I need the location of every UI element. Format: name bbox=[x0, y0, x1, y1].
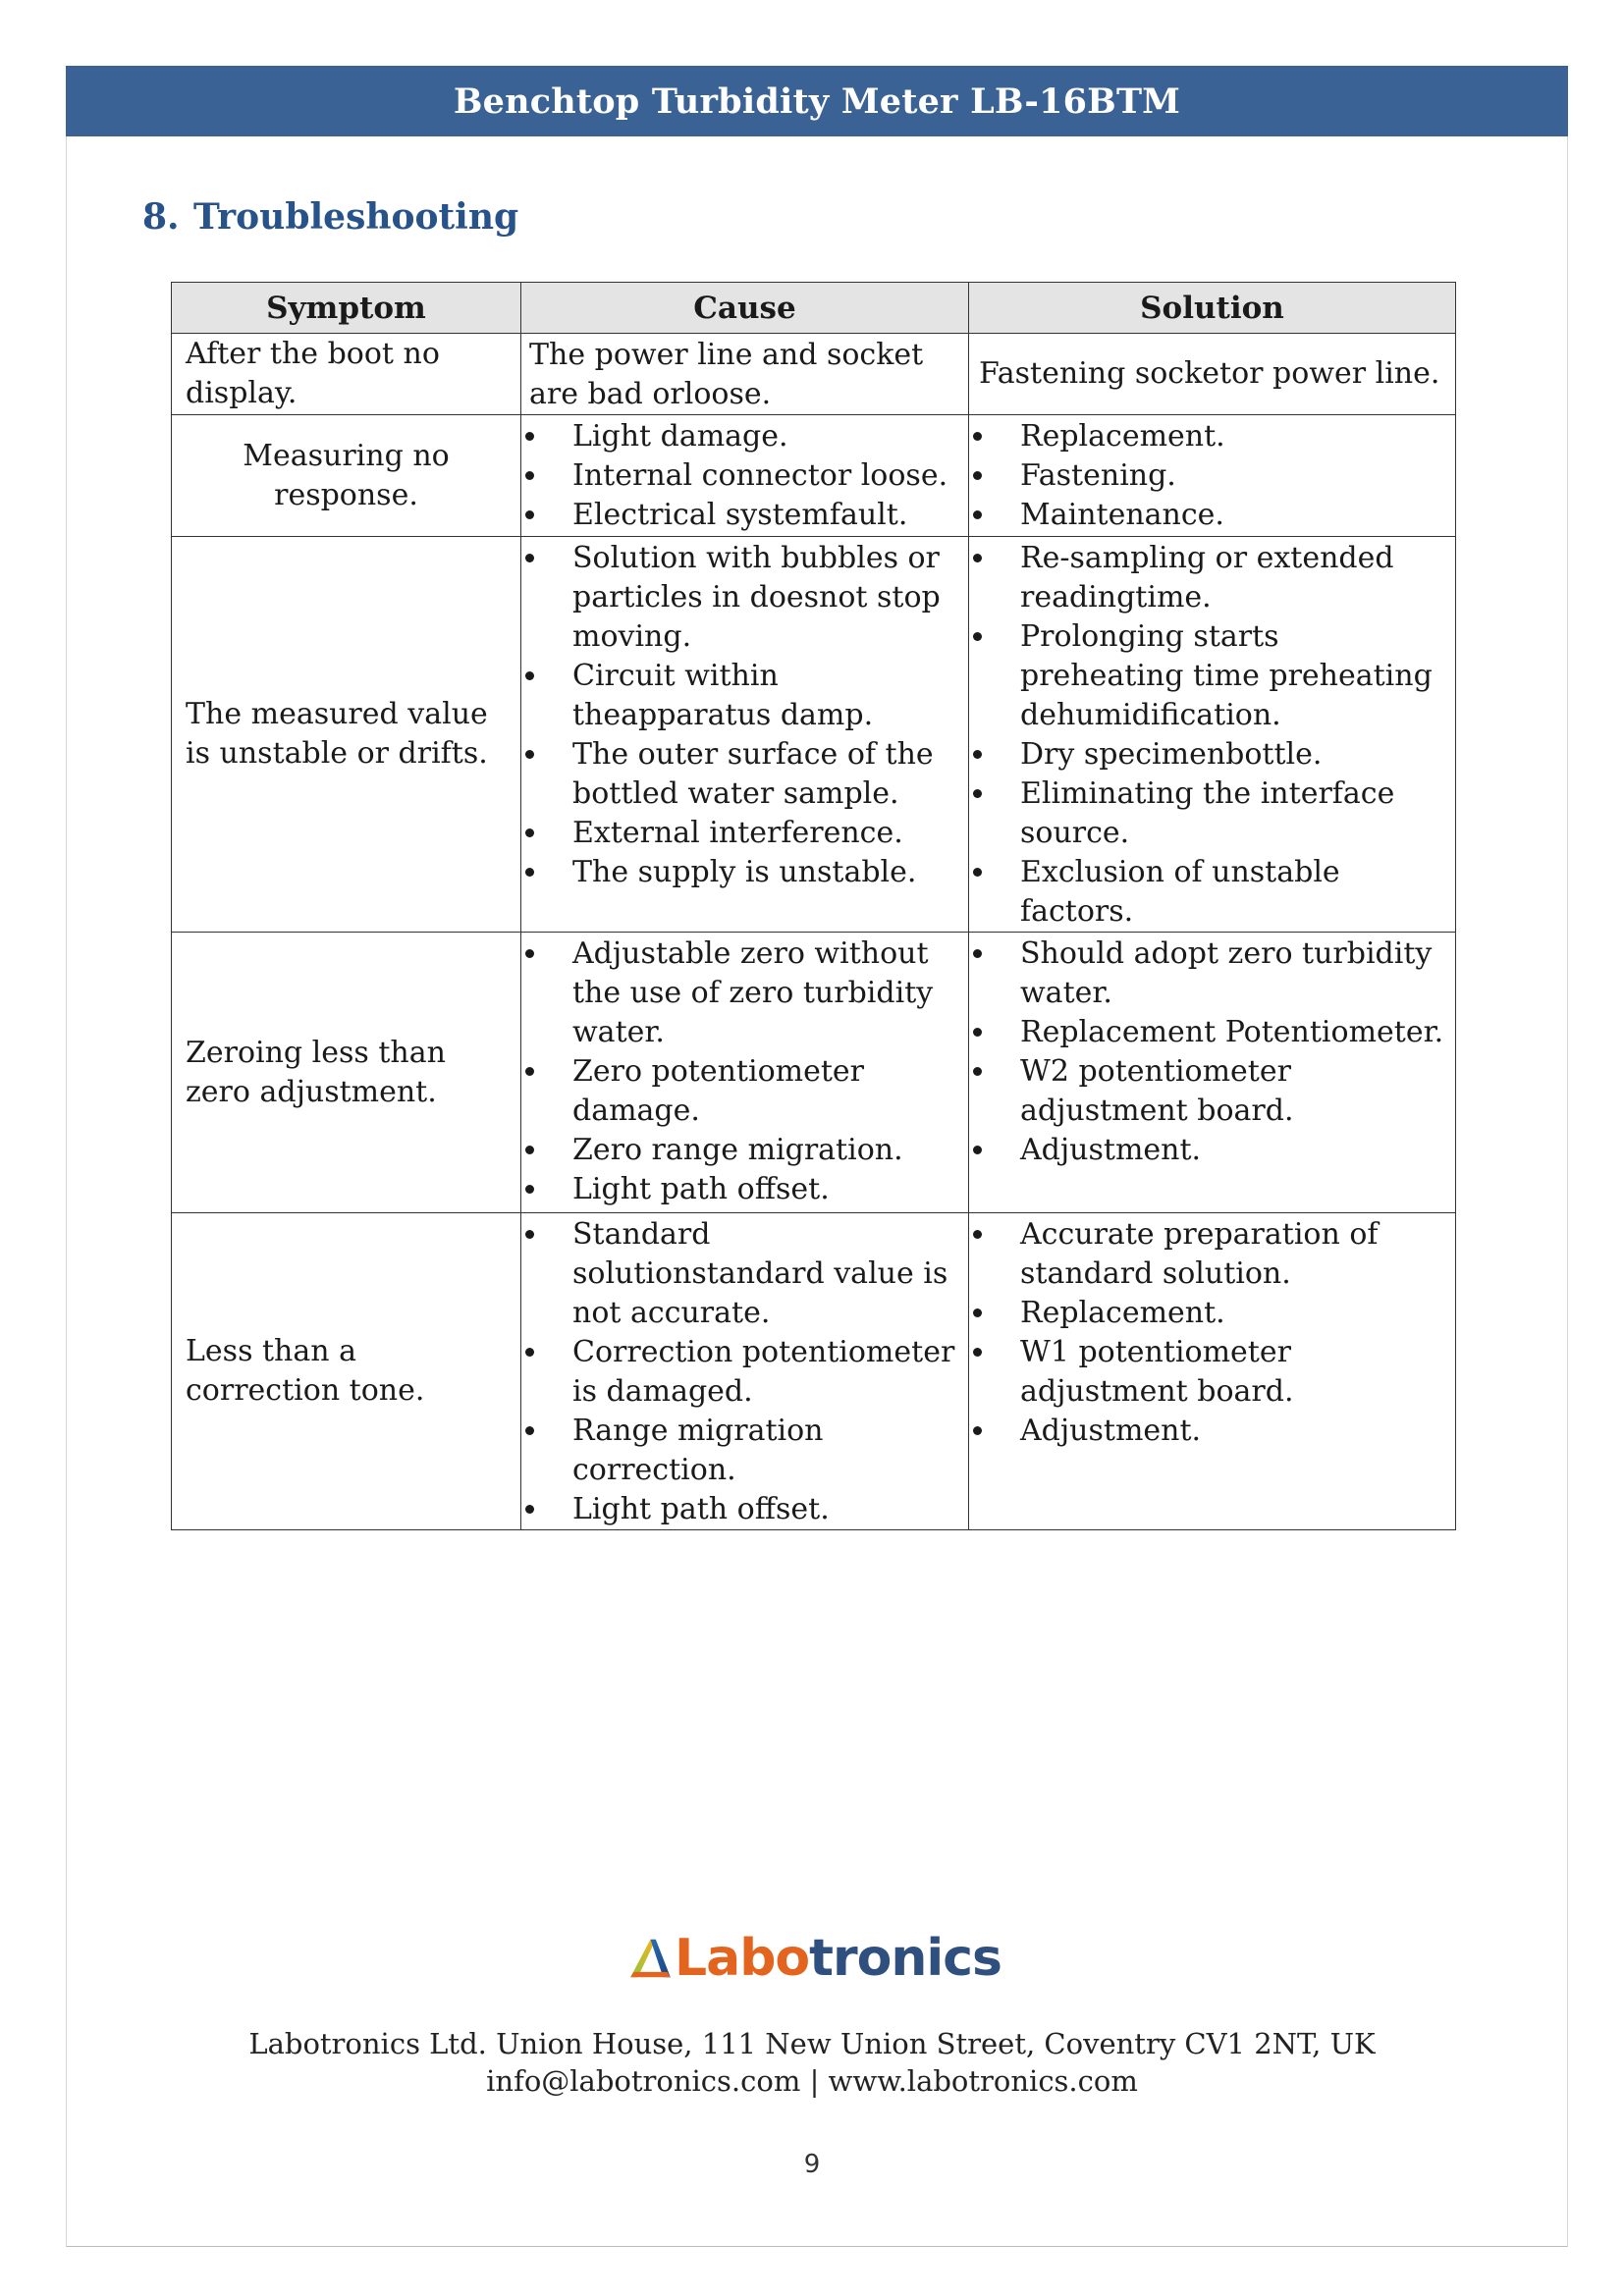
list-item: Light path offset. bbox=[521, 1490, 968, 1529]
symptom-cell: Zeroing less than zero adjustment. bbox=[172, 933, 521, 1213]
list-item: Accurate preparation of standard solution. bbox=[969, 1215, 1455, 1294]
footer-address: Labotronics Ltd. Union House, 111 New Union Street, Coventry CV1 2NT, UK bbox=[248, 2027, 1376, 2060]
header-bar bbox=[66, 66, 1568, 136]
header-title: Benchtop Turbidity Meter LB-16BTM bbox=[453, 80, 1181, 122]
list-item: Maintenance. bbox=[969, 496, 1455, 535]
list-item: Eliminating the interface source. bbox=[969, 774, 1455, 853]
symptom-cell: The measured value is unstable or drifts. bbox=[172, 537, 521, 933]
list-item: Fastening. bbox=[969, 456, 1455, 496]
cause-cell: The power line and socket are bad orloose. bbox=[521, 334, 969, 415]
list-item: Circuit within theapparatus damp. bbox=[521, 657, 968, 735]
symptom-cell: Measuring no response. bbox=[172, 415, 521, 537]
list-item: W1 potentiometer adjustment board. bbox=[969, 1333, 1455, 1412]
symptom-cell: After the boot no display. bbox=[172, 334, 521, 415]
troubleshooting-table bbox=[171, 282, 1456, 1530]
cause-cell bbox=[521, 933, 969, 1213]
table-row bbox=[172, 1213, 1456, 1530]
list-item: Replacement. bbox=[969, 417, 1455, 456]
list-item: Electrical systemfault. bbox=[521, 496, 968, 535]
table-row bbox=[172, 537, 1456, 933]
list-item: The outer surface of the bottled water sample. bbox=[521, 735, 968, 814]
table-row bbox=[172, 933, 1456, 1213]
section-title bbox=[142, 196, 518, 238]
cause-cell bbox=[521, 1213, 969, 1530]
logo-wordmark bbox=[675, 1929, 1001, 1988]
list-item: Zero potentiometer damage. bbox=[521, 1052, 968, 1131]
triangle-logo-icon bbox=[628, 1919, 673, 1998]
solution-cell bbox=[969, 537, 1456, 933]
list-item: Solution with bubbles or particles in doesnot stop moving. bbox=[521, 539, 968, 657]
list-item: External interference. bbox=[521, 814, 968, 853]
table-row bbox=[172, 415, 1456, 537]
header-symptom: Symptom bbox=[172, 283, 521, 334]
list-item: Light path offset. bbox=[521, 1170, 968, 1209]
list-item: Light damage. bbox=[521, 417, 968, 456]
footer-contact: info@labotronics.com | www.labotronics.com bbox=[486, 2064, 1138, 2098]
list-item: W2 potentiometer adjustment board. bbox=[969, 1052, 1455, 1131]
list-item: Replacement Potentiometer. bbox=[969, 1013, 1455, 1052]
list-item: Exclusion of unstable factors. bbox=[969, 853, 1455, 932]
solution-cell: Fastening socketor power line. bbox=[969, 334, 1456, 415]
list-item: Should adopt zero turbidity water. bbox=[969, 934, 1455, 1013]
solution-cell bbox=[969, 1213, 1456, 1530]
symptom-cell: Less than a correction tone. bbox=[172, 1213, 521, 1530]
list-item: The supply is unstable. bbox=[521, 853, 968, 892]
list-item: Standard solutionstandard value is not accurate. bbox=[521, 1215, 968, 1333]
list-item: Adjustment. bbox=[969, 1131, 1455, 1170]
list-item: Internal connector loose. bbox=[521, 456, 968, 496]
page-number: 9 bbox=[803, 2150, 821, 2179]
section-title-text: Troubleshooting bbox=[193, 196, 519, 238]
solution-cell bbox=[969, 933, 1456, 1213]
logo-part1: Labo bbox=[674, 1929, 810, 1988]
list-item: Adjustable zero without the use of zero turbidity water. bbox=[521, 934, 968, 1052]
table-row bbox=[172, 334, 1456, 415]
list-item: Dry specimenbottle. bbox=[969, 735, 1455, 774]
list-item: Replacement. bbox=[969, 1294, 1455, 1333]
list-item: Prolonging starts preheating time preheating dehumidification. bbox=[969, 617, 1455, 735]
solution-cell bbox=[969, 415, 1456, 537]
cause-cell bbox=[521, 537, 969, 933]
header-cause: Cause bbox=[521, 283, 969, 334]
header-solution: Solution bbox=[969, 283, 1456, 334]
section-number: 8. bbox=[142, 196, 180, 238]
list-item: Range migration correction. bbox=[521, 1412, 968, 1490]
logo-part2: tronics bbox=[809, 1929, 1001, 1988]
company-logo bbox=[628, 1919, 1001, 1998]
list-item: Re-sampling or extended readingtime. bbox=[969, 539, 1455, 617]
list-item: Zero range migration. bbox=[521, 1131, 968, 1170]
cause-cell bbox=[521, 415, 969, 537]
list-item: Correction potentiometer is damaged. bbox=[521, 1333, 968, 1412]
list-item: Adjustment. bbox=[969, 1412, 1455, 1451]
table-header-row bbox=[172, 283, 1456, 334]
